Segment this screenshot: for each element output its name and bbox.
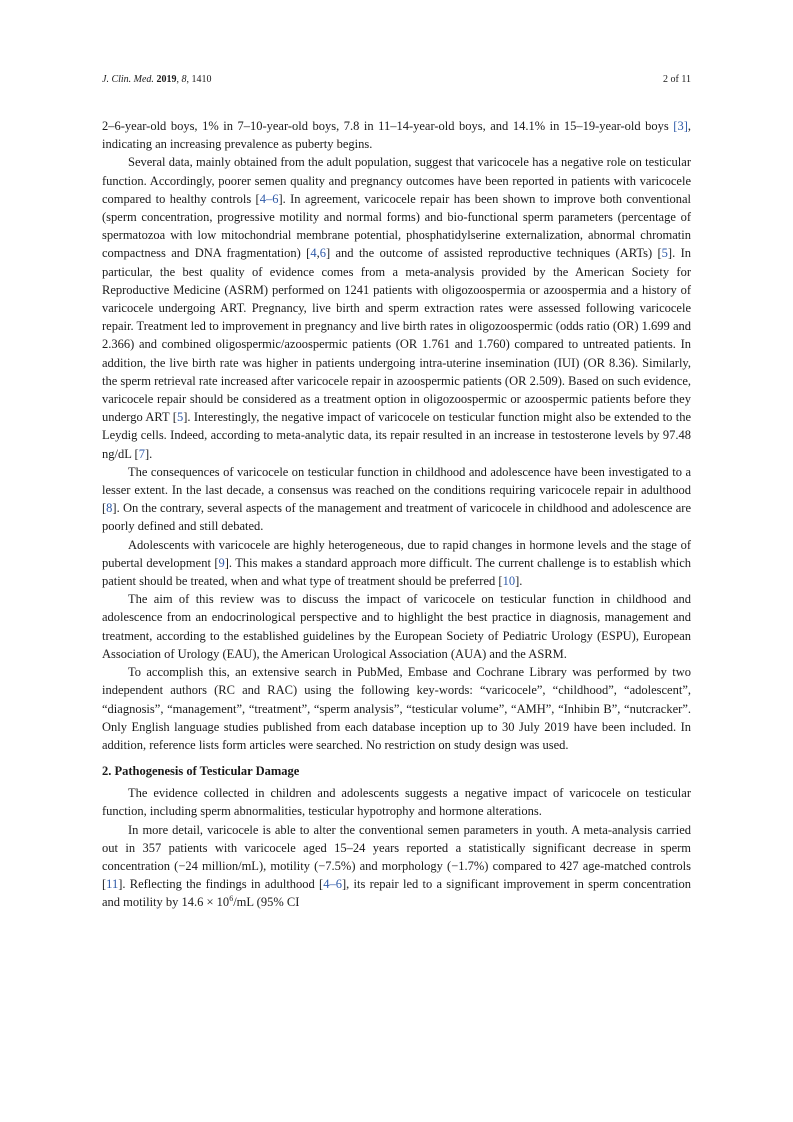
citation-link[interactable]: 5	[661, 246, 668, 261]
superscript: 6	[229, 894, 234, 904]
text-run: ]. Interestingly, the negative impact of varicocele on testicular function might also be extended to the Leydig cells. Indeed, according to meta-analytic data, its repair resulted in an increase in testosterone levels by 97.48 ng/dL [	[102, 410, 691, 461]
paragraph	[102, 784, 691, 820]
text-run: ]. In particular, the best quality of evidence comes from a meta-analysis provided by the American Society for Reproductive Medicine (ASRM) performed on 1241 patients with oligozoospermia or azoospermia and a history of varicocele undergoing ART. Pregnancy, live birth and sperm extraction rates were assessed following varicocele repair. Treatment led to improvement in pregnancy and live birth rates in oligozoospermic (odds ratio (OR) 1.699 and 2.366) and combined oligospermic/azoospermic patients (OR 1.761 and 1.760) compared to untreated patients. In addition, the live birth rate was higher in patients undergoing intra-uterine insemination (IUI) (OR 8.36). Similarly, the sperm retrieval rate increased after varicocele repair in azoospermic patients (OR 2.509). Based on such evidence, varicocele repair should be considered as a treatment option in oligozoospermic or azoospermic patients before they undergo ART [	[102, 246, 692, 425]
paragraph	[102, 590, 691, 663]
citation-link[interactable]: 10	[502, 574, 516, 589]
journal-article: 1410	[191, 74, 212, 85]
paragraph	[102, 536, 691, 591]
journal-abbrev: J. Clin. Med.	[102, 74, 154, 85]
paragraph	[102, 663, 691, 754]
text-run: ]. On the contrary, several aspects of the management and treatment of varicocele in childhood and adolescence are poorly defined and still debated.	[102, 501, 691, 534]
text-run: ] and the outcome of assisted reproductive techniques (ARTs) [	[325, 246, 662, 261]
text-run: ]. Reflecting the findings in adulthood [	[118, 877, 324, 892]
journal-citation: J. Clin. Med. 2019, 8, 1410	[102, 74, 212, 85]
section-pathogenesis	[102, 784, 691, 911]
citation-link[interactable]: 5	[176, 410, 184, 425]
text-run: ], its repair led to a significant improvement in sperm concentration and motility by 14.6 × 10	[102, 877, 691, 910]
introduction-continued	[102, 117, 691, 754]
text-run: , indicating an increasing prevalence as puberty begins.	[102, 119, 691, 152]
text-run: Adolescents with varicocele are highly heterogeneous, due to rapid changes in hormone levels and the stage of pubertal development [	[102, 537, 691, 570]
paragraph	[102, 821, 691, 912]
citation-link[interactable]: 4–6	[259, 191, 279, 206]
citation-link[interactable]: 4	[310, 246, 317, 261]
journal-year: 2019	[156, 74, 177, 85]
text-run: ].	[515, 574, 523, 589]
paragraph	[102, 153, 691, 462]
text-run: ]. This makes a standard approach more difficult. The current challenge is to establish which patient should be treated, when and what type of treatment should be preferred [	[102, 555, 691, 589]
text-run: 2–6-year-old boys, 1% in 7–10-year-old boys, 7.8 in 11–14-year-old boys, and 14.1% in 15–19-year-old boys	[102, 119, 674, 133]
article-body	[102, 117, 691, 912]
citation-link[interactable]: [3]	[673, 119, 688, 133]
citation-link[interactable]: 4–6	[323, 877, 342, 892]
text-run: To accomplish this, an extensive search in PubMed, Embase and Cochrane Library was performed by two independent authors (RC and RAC) using the following key-words: “varicocele”, “childhood”, “adolescent”, “diagnosis”, “management”, “treatment”, “sperm analysis”, “testicular volume”, “AMH”, “Inhibin B”, “nutcracker”. Only English language studies published from each database inception up to 30 July 2019 have been included. In addition, reference lists form articles were searched. No restriction on study design was used.	[102, 665, 691, 752]
section-heading: 2. Pathogenesis of Testicular Damage	[102, 764, 300, 779]
citation-link[interactable]: 8	[106, 501, 113, 516]
citation-link[interactable]: 11	[106, 877, 119, 892]
citation-link[interactable]: 7	[138, 446, 145, 461]
citation-link[interactable]: 9	[218, 555, 225, 570]
text-run: In more detail, varicocele is able to alter the conventional semen parameters in youth. A meta-analysis carried out in 357 patients with varicocele aged 15–24 years reported a statistically significant decrease in sperm concentration (−24 million/mL), motility (−7.5%) and morphology (−1.7%) compared to 427 age-matched controls [	[102, 822, 691, 892]
text-run: /mL (95% CI	[233, 895, 300, 910]
text-run: The consequences of varicocele on testicular function in childhood and adolescence have been investigated to a lesser extent. In the last decade, a consensus was reached on the conditions requiring varicocele repair in adulthood [	[102, 464, 691, 516]
text-run: The evidence collected in children and adolescents suggests a negative impact of varicocele on testicular function, including sperm abnormalities, testicular hypotrophy and hormone alterations.	[102, 786, 691, 819]
text-run: ]. In agreement, varicocele repair has been shown to improve both conventional (sperm concentration, progressive motility and normal forms) and bio-functional sperm parameters (percentage of spermatozoa with low mitochondrial membrane potential, phosphatidylserine externalization, abnormal chromatin compactness and DNA fragmentation) [	[102, 191, 691, 261]
citation-link[interactable]: 6	[319, 246, 326, 261]
text-run: ,	[316, 246, 320, 261]
paragraph	[102, 117, 691, 153]
text-run: The aim of this review was to discuss the impact of varicocele on testicular function in childhood and adolescence from an endocrinological perspective and to highlight the best practice in diagnosis, management and treatment, according to the established guidelines by the European Society of Pediatric Urology (ESPU), European Association of Urology (EAU), the American Urological Association (AUA) and the ASRM.	[102, 592, 691, 661]
text-run: ].	[144, 446, 153, 461]
page-number: 2 of 11	[663, 74, 691, 85]
paragraph	[102, 463, 691, 536]
journal-volume: 8	[181, 74, 187, 85]
text-run: Several data, mainly obtained from the adult population, suggest that varicocele has a negative role on testicular function. Accordingly, poorer semen quality and pregnancy outcomes have been reported in patients with varicocele compared to healthy controls [	[102, 155, 691, 206]
